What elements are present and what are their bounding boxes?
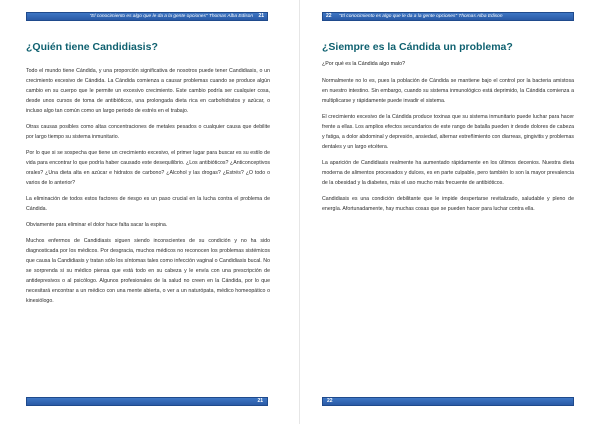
header-page-number: 21 xyxy=(258,13,264,19)
header-bar xyxy=(322,12,574,21)
paragraph: Por lo que si se sospecha que tiene un crecimiento excesivo, el primer lugar para buscar es su estilo de vida para encontrar lo que podría haber causado este desequilibrio. ¿Los antibióticos? ¿Anticonceptivos orales? ¿Una dieta alta en azúcar e hidratos de carbono? ¿Alcohol y las drogas? ¿Estrés? ¿O todo o varios de lo anterior? xyxy=(26,150,270,186)
paragraph: El crecimiento excesivo de la Cándida produce toxinas que su sistema inmunitario puede luchar para hacer frente a ellas. Los amplios efectos secundarios de este rango de batalla pueden ir desde dolores de cabeza y fatiga, a dolor abdominal y depresión, ansiedad, alternar estreñimiento con diarreas, gingivitis y problemas dentales y un largo etcétera. xyxy=(322,114,574,150)
paragraph: La aparición de Candidiasis realmente ha aumentado rápidamente en los últimos decenios. Nuestra dieta moderna de alimentos procesados y dulces, es en parte culpable, pero también lo son la mayor prevalencia de la obesidad y la diabetes, más el uso mucho más frecuente de antibióticos. xyxy=(322,160,574,186)
page-title: ¿Siempre es la Cándida un problema? xyxy=(322,41,513,53)
header-page-number: 22 xyxy=(326,13,332,19)
paragraph: La eliminación de todos estos factores de riesgo es un paso crucial en la lucha contra el problema de Cándida. xyxy=(26,196,270,212)
paragraph: Otras causas posibles como altas concentraciones de metales pesados o cualquier causa que debilite por largo tiempo su sistema inmunitario. xyxy=(26,124,270,140)
paragraph: Normalmente no lo es, pues la población de Cándida se mantiene bajo el control por la bacteria amistosa en nuestro intestino. Sin embargo, cuando su sistema inmunológico está deprimido, la Cándida comienza a multiplicarse y rápidamente puede invadir el sistema. xyxy=(322,78,574,104)
page-subtitle: ¿Por qué es la Cándida algo malo? xyxy=(322,61,406,67)
footer-page-number: 22 xyxy=(327,398,333,404)
paragraph: Obviamente para eliminar el dolor hace falta sacar la espina. xyxy=(26,222,168,228)
footer-bar xyxy=(26,397,268,406)
footer-page-number: 21 xyxy=(257,398,263,404)
right-page xyxy=(300,0,600,424)
header-quote: "El conocimiento es algo que le da a la gente opciones" Thomas Alba Edison xyxy=(339,14,503,19)
paragraph: Todo el mundo tiene Cándida, y una proporción significativa de nosotros puede tener Candidiasis, o un crecimiento excesivo de Cándida. La Cándida comienza a causar problemas cuando se produce algún cambio en su cuerpo que le permite un excesivo crecimiento. Este cambio podría ser cualquier cosa, desde unos cursos de toma de antibióticos, una prolongada dieta rica en carbohidratos y azúcar, o incluso algo tan común como un largo periodo de estrés en el trabajo. xyxy=(26,68,270,114)
footer-bar xyxy=(322,397,574,406)
page-body xyxy=(26,66,270,312)
paragraph: Muchos enfermos de Candidiasis siguen siendo inconscientes de su condición y no ha sido diagnosticada por los médicos. Por desgracia, muchos médicos no reconocen los problemas sistémicos que causa la Candidiasis y tratan sólo los síntomas tales como infección vaginal o Candidiasis bucal. No se sorprenda si su médico piensa que está todo en su cabeza y le envía con una prescripción de antidepresivos o al psicólogo. Algunos profesionales de la salud no creen en la Cándida, por lo que necesitará encontrar a un médico con una mente abierta, o ver a un naturópata, médico homeopático o kinesiólogo. xyxy=(26,238,270,304)
page-title: ¿Quién tiene Candidiasis? xyxy=(26,41,158,53)
header-quote: "El conocimiento es algo que le da a la gente opciones" Thomas Alba Edison xyxy=(89,14,253,19)
paragraph: Candidiasis es una condición debilitante que le impide despertarse revitalizado, saludable y pleno de energía. Afortunadamente, hay muchas cosas que se pueden hacer para luchar contra ella. xyxy=(322,196,574,212)
header-bar xyxy=(26,12,268,21)
page-body xyxy=(322,76,574,220)
